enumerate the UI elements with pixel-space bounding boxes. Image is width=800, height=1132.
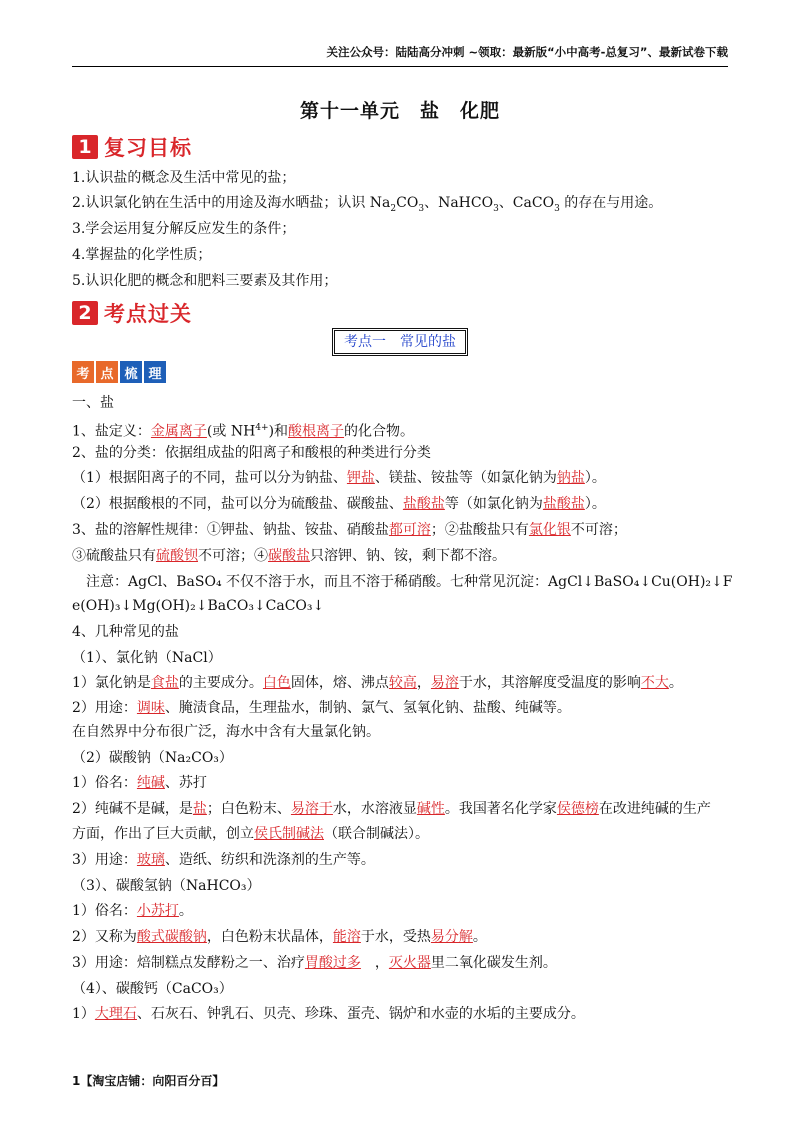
section-review-goals [72,132,192,162]
page-header: 关注公众号：陆陆高分冲刺 ~领取：最新版“小中高考-总复习”、最新试卷下载 [72,44,728,67]
goal-item: 3.学会运用复分解反应发生的条件； [72,221,296,237]
text-line: 4、几种常见的盐 [72,624,179,640]
text-line: 3）用途：焙制糕点发酵粉之一、治疗胃酸过多 ，灭火器里二氧化碳发生剂。 [72,955,557,971]
tag-row [72,361,166,383]
text-line: 1）大理石、石灰石、钟乳石、贝壳、珍珠、蛋壳、锅炉和水壶的水垢的主要成分。 [72,1006,585,1022]
text-line: 一、盐 [72,395,114,411]
section-label: 复习目标 [104,136,192,160]
topic-heading: 考点一 常见的盐 [334,330,466,354]
text-line: 3、盐的溶解性规律：①钾盐、钠盐、铵盐、硝酸盐都可溶；②盐酸盐只有氯化银不可溶； [72,522,627,538]
tag-char: 点 [96,361,118,383]
text-line: （1）根据阳离子的不同，盐可以分为钠盐、钾盐、镁盐、铵盐等（如氯化钠为钠盐）。 [72,470,606,486]
text-line: 在自然界中分布很广泛，海水中含有大量氯化钠。 [72,724,380,740]
text-line: （4）、碳酸钙（CaCO₃） [72,981,233,997]
page-title: 第十一单元 盐 化肥 [299,100,500,122]
text-line: （3）、碳酸氢钠（NaHCO₃） [72,878,261,894]
text-line: ③硫酸盐只有硫酸钡不可溶；④碳酸盐只溶钾、钠、铵，剩下都不溶。 [72,548,506,564]
text-line: 2）又称为酸式碳酸钠，白色粉末状晶体，能溶于水，受热易分解。 [72,929,487,945]
page-footer: 1【淘宝店铺：向阳百分百】 [72,1074,225,1088]
text-line: 2）用途：调味、腌渍食品，生理盐水，制钠、氯气、氢氧化钠、盐酸、纯碱等。 [72,700,571,716]
text-line: 1）俗名：小苏打。 [72,903,193,919]
goal-item: 5.认识化肥的概念和肥料三要素及其作用； [72,273,338,289]
tag-char: 梳 [120,361,142,383]
goal-item: 1.认识盐的概念及生活中常见的盐； [72,170,296,186]
section-number: 1 [72,135,98,159]
goal-item: 2.认识氯化钠在生活中的用途及海水晒盐；认识 $Na_2CO_3$、NaHCO$_3$、CaCO$_3$ 的存在与用途。 [72,195,663,214]
text-line: 注意：AgCl、BaSO₄ 不仅不溶于水，而且不溶于稀硝酸。七种常见沉淀：AgCl↓BaSO₄↓Cu(OH)₂↓F [72,574,733,590]
text-line: （2）碳酸钠（Na₂CO₃） [72,750,233,766]
section-number: 2 [72,301,98,325]
text-line: e(OH)₃↓Mg(OH)₂↓BaCO₃↓CaCO₃↓ [72,598,325,614]
tag-char: 理 [144,361,166,383]
tag-char: 考 [72,361,94,383]
text-line: 方面，作出了巨大贡献，创立侯氏制碱法（联合制碱法）。 [72,826,429,842]
text-line: 1）氯化钠是食盐的主要成分。白色固体，熔、沸点较高，易溶于水，其溶解度受温度的影响不大。 [72,675,683,691]
text-line: （1）、氯化钠（NaCl） [72,650,222,666]
text-line: 2）纯碱不是碱，是盐；白色粉末、易溶于水，水溶液显碱性。我国著名化学家侯德榜在改进纯碱的生产 [72,801,711,817]
text-line: （2）根据酸根的不同，盐可以分为硫酸盐、碳酸盐、盐酸盐等（如氯化钠为盐酸盐）。 [72,496,606,512]
section-label: 考点过关 [104,302,192,326]
goal-item: 4.掌握盐的化学性质； [72,247,212,263]
text-line: 1、盐定义：金属离子(或 $NH^{4+}$)和酸根离子的化合物。 [72,423,415,440]
text-line: 1）俗名：纯碱、苏打 [72,775,207,791]
text-line: 3）用途：玻璃、造纸、纺织和洗涤剂的生产等。 [72,852,375,868]
section-key-points [72,298,192,328]
text-line: 2、盐的分类：依据组成盐的阳离子和酸根的种类进行分类 [72,445,431,461]
